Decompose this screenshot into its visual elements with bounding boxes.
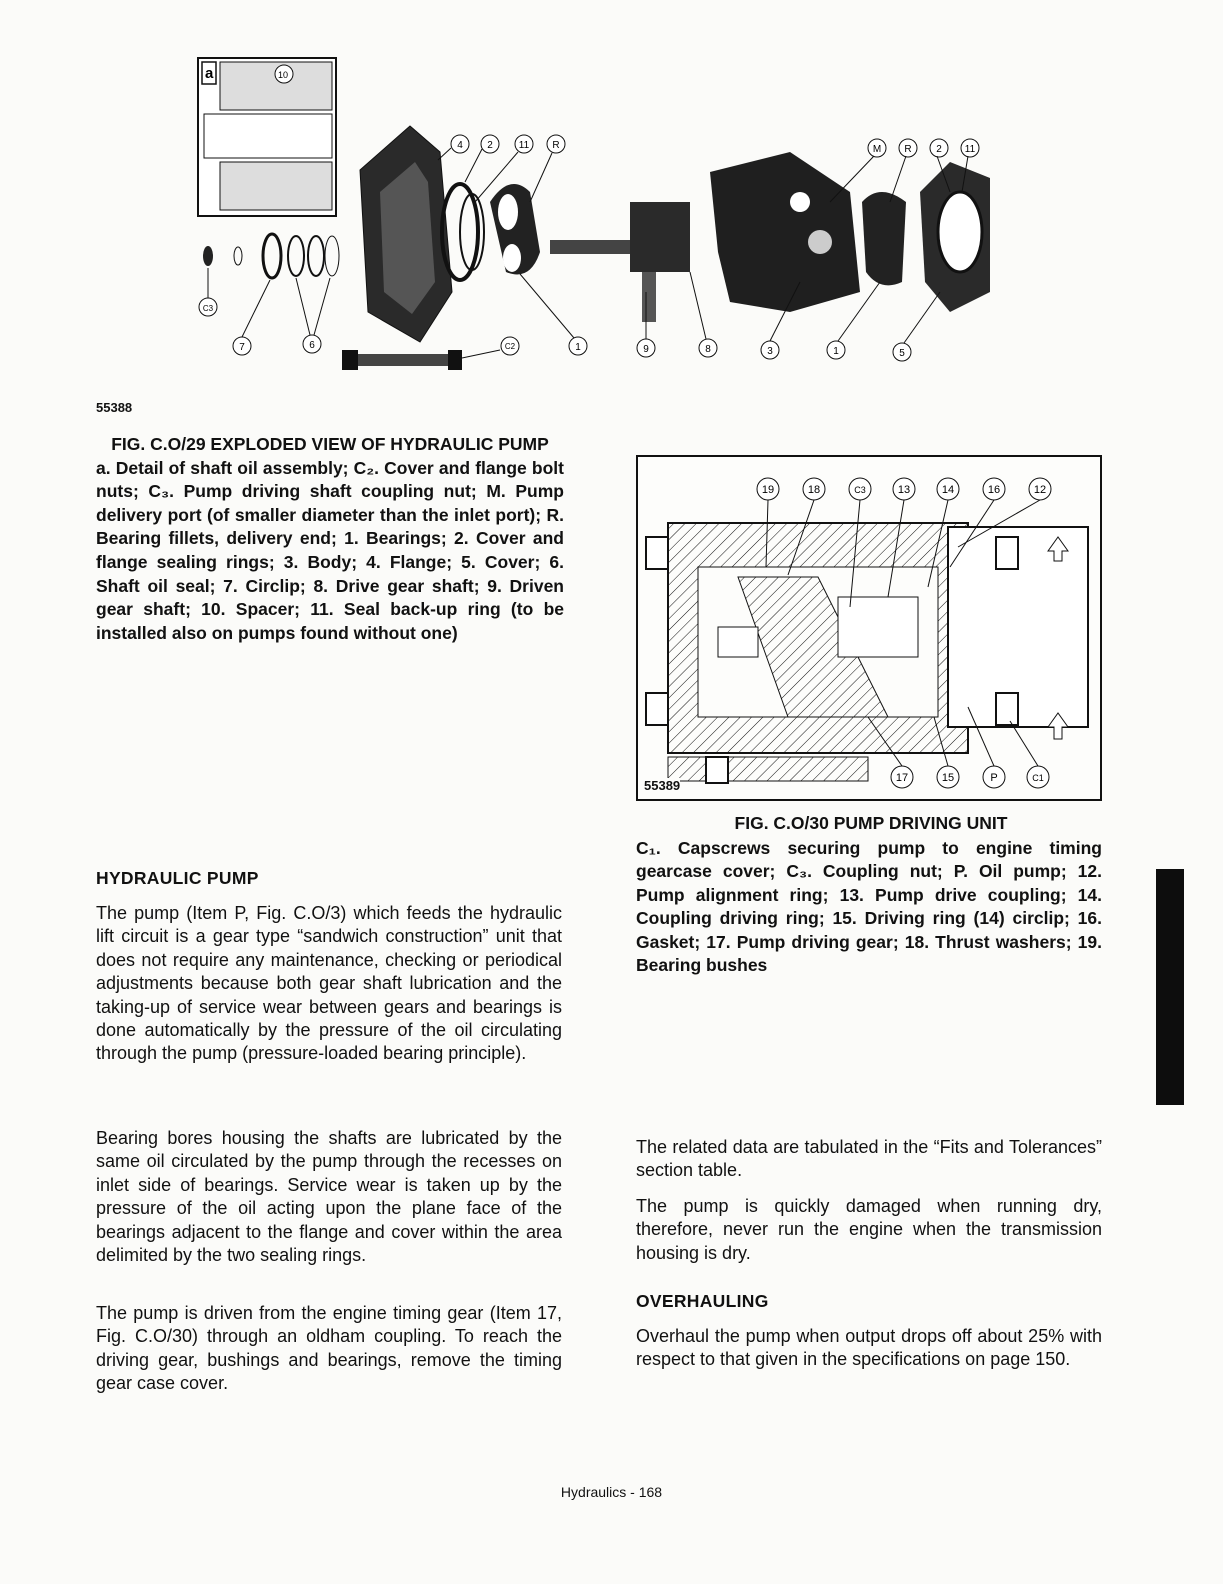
callout-3: 3 [767,346,773,357]
callout-R2: R [904,144,912,155]
callout-a: a [205,65,214,82]
section-tab-marker [1156,869,1184,1105]
callout-13: 13 [897,484,911,496]
hydraulic-pump-heading: HYDRAULIC PUMP [96,868,259,888]
page-footer: Hydraulics - 168 [560,1484,663,1500]
callout-C3: C3 [202,304,214,313]
callout-C1: C1 [1032,773,1044,783]
pump-driving-unit-figure [636,455,1102,801]
callout-19: 19 [761,484,775,496]
figure2-title: FIG. C.O/30 PUMP DRIVING UNIT [734,813,1008,833]
figure1-title: FIG. C.O/29 EXPLODED VIEW OF HYDRAULIC PUMP [111,434,549,454]
callout-11b: 11 [964,144,976,155]
callout-P: P [990,772,998,784]
callout-2b: 2 [936,144,942,155]
figure2-id: 55389 [644,778,681,793]
callout-C2: C2 [504,342,516,351]
callout-6: 6 [309,340,315,351]
callout-C3-fig2: C3 [854,485,866,495]
hydraulic-pump-paragraph-3: The pump is driven from the engine timing gear (Item 17, Fig. C.O/30) through an oldham coupling. To reach the driving gear, bushings and bearings, remove the timing gear case cover. [96,1303,562,1394]
callout-2: 2 [487,140,493,151]
callout-15: 15 [941,772,955,784]
callout-M: M [872,144,882,155]
callout-1b: 1 [833,346,839,357]
callout-16: 16 [987,484,1001,496]
callout-14: 14 [941,484,955,496]
figure1-caption-block [96,433,564,645]
hydraulic-pump-paragraph-2: Bearing bores housing the shafts are lubricated by the same oil circulated by the pump through the recesses on inlet side of bearings. Service wear is taken up by the pressure of the oil acting upon the plane face of the bearings adjacent to the flange and cover within the area delimited by the two sealing rings. [96,1128,562,1266]
callout-7: 7 [239,342,245,353]
callout-18: 18 [807,484,821,496]
overhauling-heading: OVERHAULING [636,1291,769,1311]
callout-5: 5 [899,348,905,359]
figure1-id: 55388 [96,400,133,415]
callout-11: 11 [518,140,530,151]
callout-12: 12 [1033,484,1047,496]
overhauling-paragraph: Overhaul the pump when output drops off about 25% with respect to that given in the specifications on page 150. [636,1326,1102,1370]
pump-driving-unit-illustration [638,457,1100,799]
exploded-view-illustration [190,52,990,382]
figure2-caption: C₁. Capscrews securing pump to engine timing gearcase cover; C₃. Coupling nut; P. Oil pump; 12. Pump alignment ring; 13. Pump drive coupling; 14. Coupling driving ring; 15. Driving ring (14) circlip; 16. Gasket; 17. Pump driving gear; 18. Thrust washers; 19. Bearing bushes [636,838,1102,976]
callout-4: 4 [457,140,463,151]
figure1-caption: a. Detail of shaft oil assembly; C₂. Cover and flange bolt nuts; C₃. Pump driving shaft coupling nut; M. Pump delivery port (of smaller diameter than the inlet port); R. Bearing fillets, delivery end; 1. Bearings; 2. Cover and flange sealing rings; 3. Body; 4. Flange; 5. Cover; 6. Shaft oil seal; 7. Circlip; 8. Drive gear shaft; 9. Driven gear shaft; 10. Spacer; 11. Seal back-up ring (to be installed also on pumps found without one) [96,457,564,643]
callout-8: 8 [705,344,711,355]
hydraulic-pump-paragraph-1: The pump (Item P, Fig. C.O/3) which feeds the hydraulic lift circuit is a gear type “sandwich construction” unit that does not require any maintenance, checking or periodical adjustments because both gear shaft lubrication and the taking-up of service wear between gears and bearings is done automatically by the pressure of the oil circulating through the pump (pressure-loaded bearing principle). [96,903,562,1064]
fits-tolerances-paragraph: The related data are tabulated in the “Fits and Tolerances” section table. [636,1137,1102,1181]
callout-9: 9 [643,344,649,355]
callout-10: 10 [278,70,289,80]
callout-R: R [552,140,560,151]
callout-1: 1 [575,342,581,353]
running-dry-paragraph: The pump is quickly damaged when running dry, therefore, never run the engine when the transmission housing is dry. [636,1196,1102,1263]
callout-17: 17 [895,772,909,784]
